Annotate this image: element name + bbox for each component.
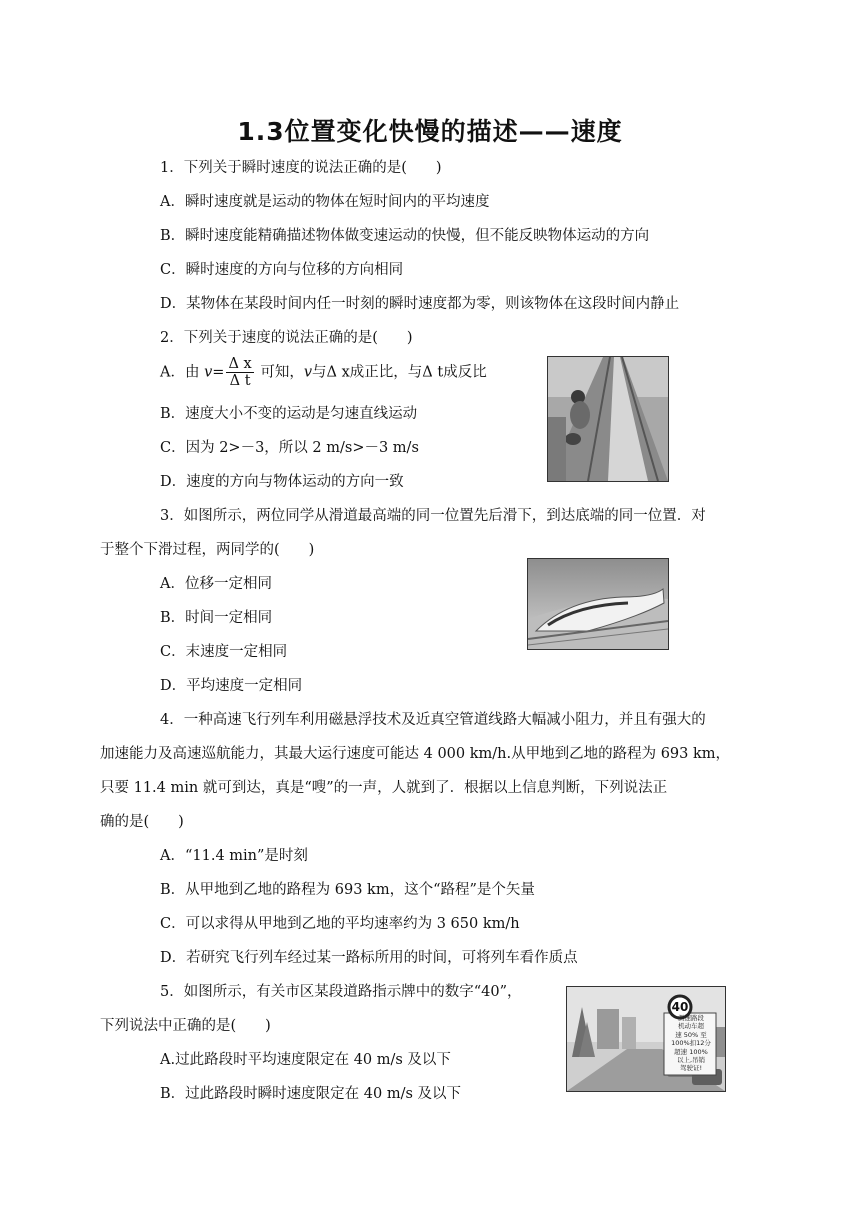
question-5-stem-line-1: 5．如图所示，有关市区某段道路指示牌中的数字“40”， (160, 984, 522, 1000)
question-5-option-b: B．过此路段时瞬时速度限定在 40 m/s 及以下 (160, 1086, 462, 1102)
option-a-middle: 可知， (260, 364, 304, 381)
speed-limit-number: 40 (671, 1000, 689, 1014)
sign-text-line: 以上,吊销 (676, 1056, 706, 1065)
question-1-option-b: B．瞬时速度能精确描述物体做变速运动的快慢，但不能反映物体运动的方向 (160, 228, 650, 244)
question-1-option-c: C．瞬时速度的方向与位移的方向相同 (160, 262, 404, 278)
fraction-numerator: Δ x (228, 356, 252, 372)
question-3-option-c: C．末速度一定相同 (160, 644, 288, 660)
question-2-option-b: B．速度大小不变的运动是匀速直线运动 (160, 406, 418, 422)
sign-text-line: 超速 100% (674, 1047, 708, 1056)
sign-text-line: 机动车超 (678, 1022, 704, 1031)
question-1-option-a: A．瞬时速度就是运动的物体在短时间内的平均速度 (160, 194, 490, 210)
question-4-stem-line-2: 加速能力及高速巡航能力，其最大运行速度可能达 4 000 km/h.从甲地到乙地的路程为 693 km， (100, 746, 731, 762)
velocity-symbol: v (204, 364, 213, 381)
option-a-prefix: A．由 (160, 364, 200, 381)
sign-text-line: 100%扣12分 (671, 1039, 711, 1048)
velocity-fraction (226, 356, 253, 389)
velocity-symbol-2: v (303, 364, 313, 381)
question-4-option-d: D．若研究飞行列车经过某一路标所用的时间，可将列车看作质点 (160, 950, 578, 966)
slide-photo (547, 356, 669, 482)
slide-photo-graphic (548, 357, 668, 481)
question-3-stem-line-2: 于整个下滑过程，两同学的( ) (100, 542, 315, 558)
train-photo (527, 558, 669, 650)
sign-text-line: 驾驶证! (679, 1064, 703, 1073)
question-2-option-d: D．速度的方向与物体运动的方向一致 (160, 474, 404, 490)
question-3-option-b: B．时间一定相同 (160, 610, 273, 626)
equals-sign: = (212, 364, 225, 381)
question-5-stem-line-2: 下列说法中正确的是( ) (100, 1018, 271, 1034)
question-5-option-a: A.过此路段时平均速度限定在 40 m/s 及以下 (160, 1052, 451, 1068)
question-4-stem-line-1: 4．一种高速飞行列车利用磁悬浮技术及近真空管道线路大幅减小阻力，并且有强大的 (160, 712, 706, 728)
question-4-option-c: C．可以求得从甲地到乙地的平均速率约为 3 650 km/h (160, 916, 520, 932)
option-a-rest: 与Δ x成正比，与Δ t成反比 (312, 364, 487, 381)
question-4-option-b: B．从甲地到乙地的路程为 693 km，这个“路程”是个矢量 (160, 882, 535, 898)
question-2-option-c: C．因为 2>－3，所以 2 m/s>－3 m/s (160, 440, 419, 456)
question-2-option-a (160, 356, 487, 389)
question-1-option-d: D．某物体在某段时间内任一时刻的瞬时速度都为零，则该物体在这段时间内静止 (160, 296, 680, 312)
question-3-option-a: A．位移一定相同 (160, 576, 272, 592)
question-1-stem: 1．下列关于瞬时速度的说法正确的是( ) (160, 160, 442, 176)
question-4-stem-line-4: 确的是( ) (100, 814, 184, 830)
sign-text-line: 速 50% 至 (675, 1030, 707, 1039)
page-title: 1.3位置变化快慢的描述——速度 (237, 117, 623, 146)
question-4-stem-line-3: 只要 11.4 min 就可到达，真是“嗖”的一声，人就到了．根据以上信息判断，下列说法正 (100, 780, 668, 796)
question-4-option-a: A．“11.4 min”是时刻 (160, 848, 308, 864)
train-photo-graphic (528, 559, 668, 649)
question-2-stem: 2．下列关于速度的说法正确的是( ) (160, 330, 413, 346)
road-sign-photo (566, 986, 726, 1092)
question-3-stem-line-1: 3．如图所示，两位同学从滑道最高端的同一位置先后滑下，到达底端的同一位置．对 (160, 508, 706, 524)
question-3-option-d: D．平均速度一定相同 (160, 678, 303, 694)
sign-text-panel (666, 1014, 716, 1073)
sign-text-line: 测速路段 (678, 1014, 704, 1022)
fraction-denominator: Δ t (229, 373, 251, 389)
